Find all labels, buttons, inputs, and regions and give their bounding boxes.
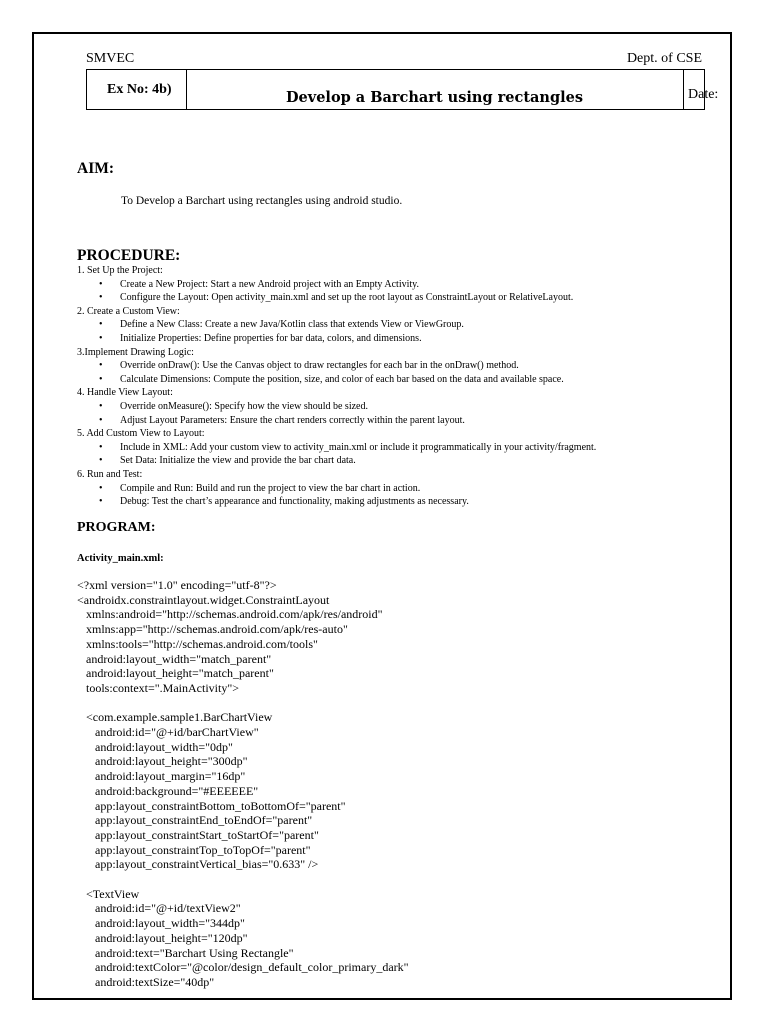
- exercise-header-table: [86, 69, 719, 110]
- procedure-bullet-text: Configure the Layout: Open activity_main.xml and set up the root layout as ConstraintLayout or RelativeLayout.: [120, 292, 574, 304]
- code-line: [77, 872, 409, 887]
- date-label: Date:: [688, 87, 719, 102]
- code-line: tools:context=".MainActivity">: [77, 680, 239, 695]
- code-line: app:layout_constraintStart_toStartOf="parent": [77, 827, 319, 842]
- bullet-icon: •: [99, 360, 103, 372]
- department-name: Dept. of CSE: [626, 51, 702, 66]
- code-line: xmlns:tools="http://schemas.android.com/tools": [77, 636, 318, 651]
- procedure-bullet: [77, 495, 596, 509]
- bullet-icon: •: [99, 400, 103, 412]
- procedure-step: 6. Run and Test:: [77, 468, 143, 480]
- procedure-heading: PROCEDURE:: [77, 247, 181, 264]
- bullet-icon: •: [99, 414, 103, 426]
- bullet-icon: •: [99, 455, 103, 467]
- bullet-icon: •: [99, 319, 103, 331]
- file-label: Activity_main.xml:: [77, 553, 164, 564]
- procedure-step: 5. Add Custom View to Layout:: [77, 428, 205, 440]
- bullet-icon: •: [99, 332, 103, 344]
- bullet-icon: •: [99, 441, 103, 453]
- institution-name: SMVEC: [86, 51, 135, 66]
- procedure-step: 3.Implement Drawing Logic:: [77, 346, 194, 358]
- code-line: android:layout_margin="16dp": [77, 769, 246, 784]
- procedure-bullet-text: Initialize Properties: Define properties for bar data, colors, and dimensions.: [120, 332, 422, 344]
- procedure-bullet: [77, 414, 596, 428]
- procedure-bullet: [77, 454, 596, 468]
- code-line: <?xml version="1.0" encoding="utf-8"?>: [77, 578, 277, 592]
- code-line: android:textColor="@color/design_default_color_primary_dark": [77, 960, 409, 975]
- procedure-bullet-text: Compile and Run: Build and run the project to view the bar chart in action.: [120, 482, 421, 494]
- code-line: android:id="@+id/barChartView": [77, 725, 259, 740]
- aim-heading: AIM:: [77, 160, 115, 177]
- code-line: android:layout_height="match_parent": [77, 666, 274, 681]
- procedure-bullet-text: Define a New Class: Create a new Java/Kotlin class that extends View or ViewGroup.: [120, 319, 464, 331]
- procedure-bullet-text: Override onMeasure(): Specify how the view should be sized.: [120, 400, 368, 412]
- aim-text: To Develop a Barchart using rectangles using android studio.: [121, 195, 403, 207]
- procedure-bullet: [77, 359, 596, 373]
- procedure-bullet: [77, 318, 596, 332]
- procedure-bullet: [77, 332, 596, 346]
- procedure-bullet-text: Adjust Layout Parameters: Ensure the chart renders correctly within the parent layout.: [120, 414, 465, 426]
- procedure-bullet-text: Set Data: Initialize the view and provide the bar chart data.: [120, 455, 356, 467]
- procedure-bullet-text: Create a New Project: Start a new Android project with an Empty Activity.: [120, 278, 419, 290]
- code-line: <androidx.constraintlayout.widget.ConstraintLayout: [77, 592, 330, 607]
- procedure-bullet: [77, 278, 596, 292]
- code-line: android:layout_height="300dp": [77, 754, 248, 769]
- procedure-bullet: [77, 400, 596, 414]
- code-line: android:layout_width="match_parent": [77, 651, 272, 666]
- procedure-step: 4. Handle View Layout:: [77, 387, 173, 399]
- ex-no-cell: [87, 70, 187, 109]
- procedure-step: 2. Create a Custom View:: [77, 305, 180, 317]
- program-heading: PROGRAM:: [77, 520, 156, 535]
- code-line: app:layout_constraintTop_toTopOf="parent": [77, 842, 311, 857]
- code-line: android:layout_height="120dp": [77, 930, 248, 945]
- exercise-title: Develop a Barchart using rectangles: [285, 89, 583, 106]
- code-line: app:layout_constraintEnd_toEndOf="parent": [77, 813, 313, 828]
- date-cell: [684, 70, 719, 109]
- bullet-icon: •: [99, 292, 103, 304]
- code-line: android:text="Barchart Using Rectangle": [77, 945, 294, 960]
- procedure-bullet: [77, 482, 596, 496]
- code-line: xmlns:app="http://schemas.android.com/apk/res-auto": [77, 622, 348, 637]
- code-line: xmlns:android="http://schemas.android.com/apk/res/android": [77, 607, 383, 622]
- procedure-list: [77, 264, 596, 509]
- bullet-icon: •: [99, 373, 103, 385]
- code-line: android:background="#EEEEEE": [77, 783, 259, 798]
- code-line: android:layout_width="344dp": [77, 916, 245, 931]
- procedure-bullet: [77, 373, 596, 387]
- code-line: [77, 696, 409, 711]
- code-line: android:id="@+id/textView2": [77, 901, 241, 916]
- code-line: app:layout_constraintBottom_toBottomOf="parent": [77, 798, 346, 813]
- procedure-bullet: [77, 291, 596, 305]
- code-line: app:layout_constraintVertical_bias="0.633" />: [77, 857, 319, 872]
- procedure-step: 1. Set Up the Project:: [77, 265, 163, 276]
- code-line: <com.example.sample1.BarChartView: [77, 710, 273, 725]
- title-cell: [186, 70, 684, 109]
- bullet-icon: •: [99, 278, 103, 290]
- code-block: [77, 578, 409, 990]
- code-line: android:textSize="40dp": [77, 974, 215, 989]
- procedure-bullet-text: Include in XML: Add your custom view to activity_main.xml or include it programmatically in your activity/fragment.: [120, 441, 597, 453]
- procedure-bullet: [77, 441, 596, 455]
- code-line: <TextView: [77, 886, 140, 901]
- procedure-bullet-text: Override onDraw(): Use the Canvas object to draw rectangles for each bar in the onDraw() method.: [120, 360, 519, 372]
- bullet-icon: •: [99, 482, 103, 494]
- bullet-icon: •: [99, 496, 103, 508]
- procedure-bullet-text: Calculate Dimensions: Compute the position, size, and color of each bar based on the data and available space.: [120, 373, 564, 385]
- code-line: android:layout_width="0dp": [77, 739, 233, 754]
- ex-no: Ex No: 4b): [107, 82, 172, 97]
- procedure-bullet-text: Debug: Test the chart’s appearance and functionality, making adjustments as necessary.: [120, 496, 469, 508]
